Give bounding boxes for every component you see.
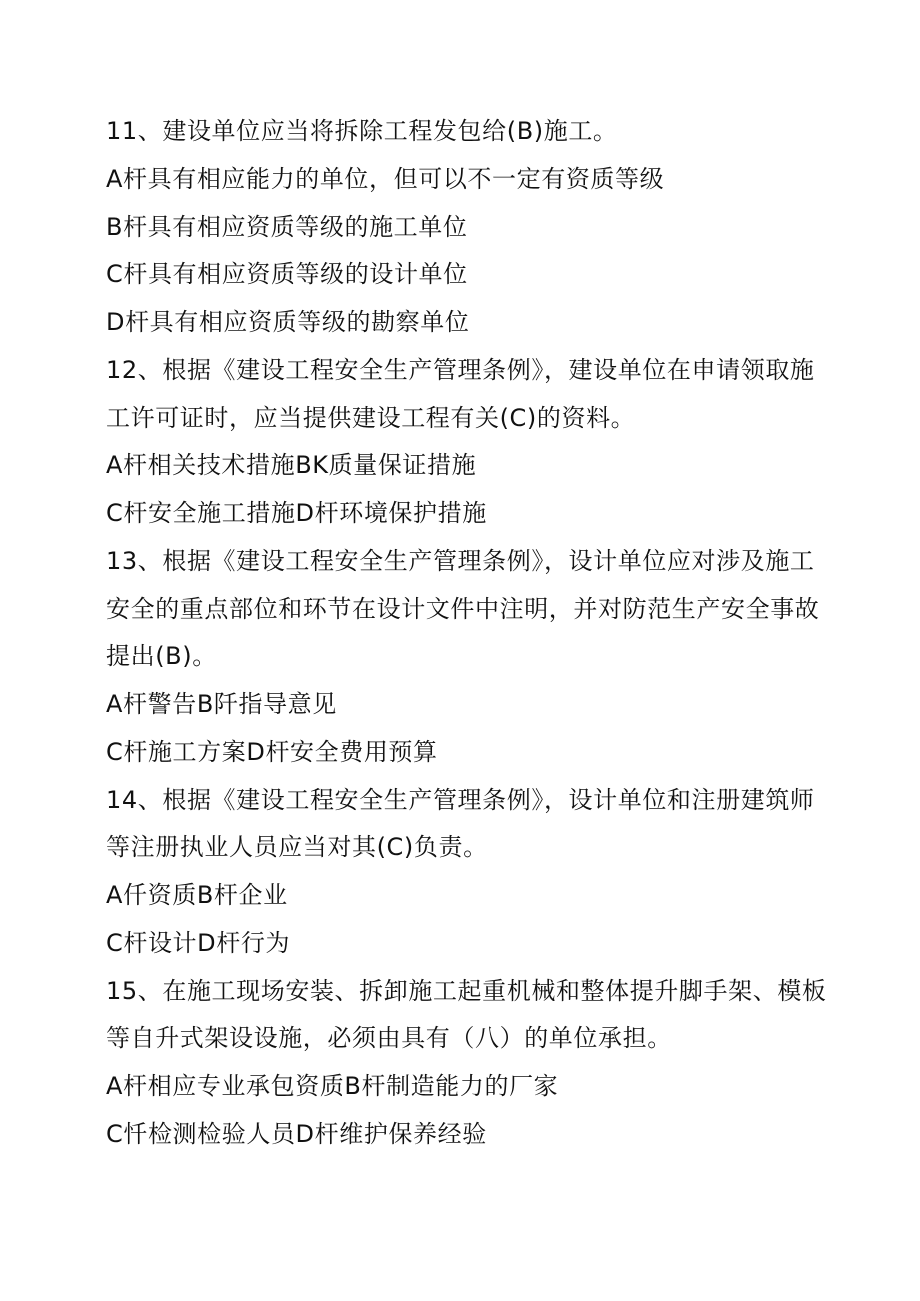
question-12-stem-line-2: 工许可证时，应当提供建设工程有关(C)的资料。 [106, 404, 636, 432]
question-13-options-cd: C杆施工方案D杆安全费用预算 [106, 738, 438, 766]
question-12-options-cd: C杆安全施工措施D杆环境保护措施 [106, 499, 487, 527]
question-11-option-b: B杆具有相应资质等级的施工单位 [106, 213, 468, 241]
question-14-options-cd: C杆设计D杆行为 [106, 929, 291, 957]
question-13-stem-line-3: 提出(B)。 [106, 642, 217, 670]
question-12-stem-line-1: 12、根据《建设工程安全生产管理条例》，建设单位在申请领取施 [106, 356, 815, 384]
question-14-stem-line-1: 14、根据《建设工程安全生产管理条例》，设计单位和注册建筑师 [106, 786, 815, 814]
question-11-option-c: C杆具有相应资质等级的设计单位 [106, 260, 468, 288]
question-15-stem-line-1: 15、在施工现场安装、拆卸施工起重机械和整体提升脚手架、模板 [106, 977, 827, 1005]
question-11-option-d: D杆具有相应资质等级的勘察单位 [106, 308, 470, 336]
question-13-options-ab: A杆警告B阡指导意见 [106, 690, 337, 718]
question-15-options-cd: C忏检测检验人员D杆维护保养经验 [106, 1120, 487, 1148]
question-14-options-ab: A仟资质B杆企业 [106, 881, 288, 909]
question-15-stem-line-2: 等自升式架设设施，必须由具有（八）的单位承担。 [106, 1024, 672, 1052]
question-12-options-ab: A杆相关技术措施BK质量保证措施 [106, 451, 477, 479]
question-11-option-a: A杆具有相应能力的单位，但可以不一定有资质等级 [106, 165, 665, 193]
question-13-stem-line-1: 13、根据《建设工程安全生产管理条例》，设计单位应对涉及施工 [106, 547, 815, 575]
question-11-stem: 11、建设单位应当将拆除工程发包给(B)施工。 [106, 117, 618, 145]
question-14-stem-line-2: 等注册执业人员应当对其(C)负责。 [106, 833, 488, 861]
question-13-stem-line-2: 安全的重点部位和环节在设计文件中注明，并对防范生产安全事故 [106, 595, 820, 623]
question-15-options-ab: A杆相应专业承包资质B杆制造能力的厂家 [106, 1072, 559, 1100]
